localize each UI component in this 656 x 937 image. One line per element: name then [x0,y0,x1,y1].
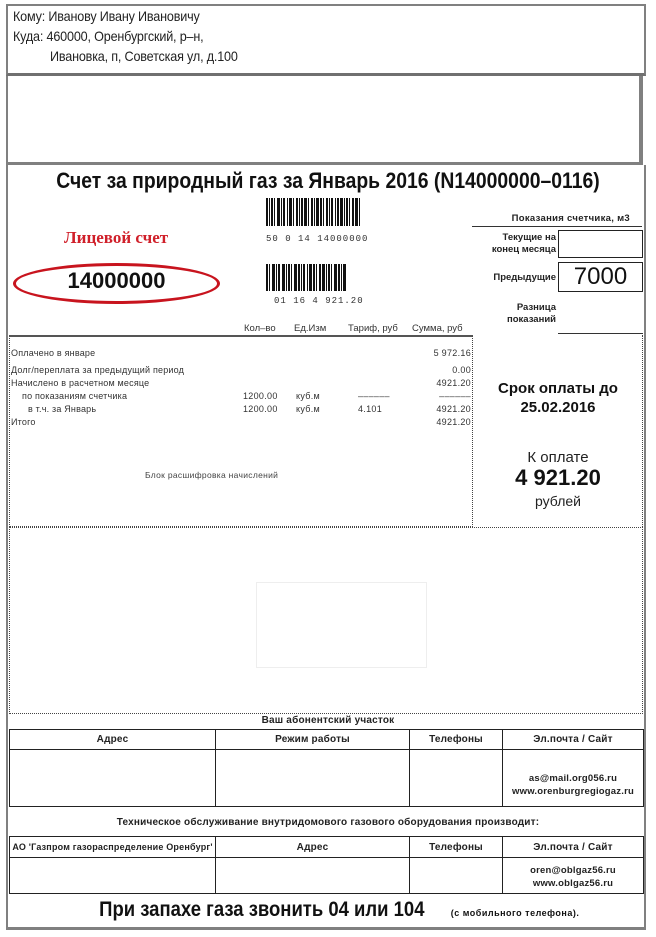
charges-table [9,335,473,527]
charge-row-qty: 1200.00 [243,404,278,414]
charge-row-sum: 4921.20 [436,417,471,427]
blank-header-box [6,76,643,165]
barcode-2 [266,264,346,291]
address-line-2: Ивановка, п, Советская ул, д.100 [50,48,238,64]
col-header-email: Эл.почта / Сайт [503,837,644,858]
recipient-to [13,7,200,25]
charge-row-unit: куб.м [296,391,320,401]
emergency-note: (с мобильного телефона). [450,908,580,918]
charge-row-sum: –––––– [439,391,471,401]
maintenance-section-title: Техническое обслуживание внутридомового газового оборудования производит: [116,817,540,828]
subscriber-table [9,729,644,807]
recipient-where [13,27,203,45]
charge-row-unit: куб.м [296,404,320,414]
charge-row-sum: 4921.20 [436,378,471,388]
to-pay-amount: 4 921.20 [515,465,601,490]
account-label: Лицевой счет [64,228,169,247]
meter-header-line [472,226,642,227]
subscriber-phones [410,750,503,807]
maintenance-table [9,836,644,894]
charge-row-label: Оплачено в январе [11,348,96,358]
maintenance-company-cell [10,858,216,894]
maintenance-contacts [503,858,644,894]
due-date: 25.02.2016 [520,399,596,416]
meter-previous-value-box [558,262,643,292]
subscriber-contacts [503,750,644,807]
col-header-address: Адрес [10,730,216,750]
subscriber-address [10,750,216,807]
charge-row-label: Долг/переплата за предыдущий период [11,365,185,375]
meter-previous-label: Предыдущие [493,272,556,283]
decode-block-label: Блок расшифровка начислений [145,470,279,480]
meter-header: Показания счетчика, м3 [511,213,630,224]
image-placeholder [256,582,427,668]
barcode-1 [266,198,360,226]
account-number: 14000000 [67,268,166,293]
emergency-text: При запахе газа звонить 04 или 104 [98,898,425,921]
barcode-2-caption: 01 16 4 921.20 [274,296,364,306]
to-pay-label: К оплате [527,449,589,466]
address-line-1: 460000, Оренбургский, р–н, [46,28,204,44]
charge-row-sum: 4921.20 [436,404,471,414]
maintenance-site-link[interactable]: www.oblgaz56.ru [532,878,614,889]
subscriber-hours [216,750,410,807]
col-header-company: АО 'Газпром газораспределение Оренбург' [10,837,216,858]
charge-row-label: по показаниям счетчика [22,391,128,401]
subscriber-site-link[interactable]: www.orenburgregiogaz.ru [512,786,634,797]
col-head-qty: Кол–во [244,323,276,334]
maintenance-email-link[interactable]: oren@oblgaz56.ru [530,865,616,876]
col-head-unit: Ед.Изм [294,323,327,334]
col-header-hours: Режим работы [216,730,410,750]
invoice-title: Счет за природный газ за Январь 2016 (N14000000–0116) [56,168,600,193]
meter-previous-value: 7000 [573,263,628,290]
subscriber-email-link[interactable]: as@mail.org056.ru [528,773,618,784]
to-pay-currency: рублей [535,493,581,509]
meter-diff-label: Разница показаний [507,302,556,325]
charge-row-sum: 0.00 [452,365,471,375]
charge-row-tariff: –––––– [358,391,390,401]
col-header-phones: Телефоны [410,837,503,858]
where-label: Куда: [13,28,44,44]
col-header-email: Эл.почта / Сайт [503,730,644,750]
charge-row-tariff: 4.101 [358,404,383,414]
charge-row-label: в т.ч. за Январь [28,404,97,414]
col-header-address: Адрес [216,837,410,858]
to-label: Кому: [13,8,46,24]
charge-row-label: Начислено в расчетном месяце [11,378,150,388]
charge-row-sum: 5 972.16 [433,348,471,358]
maintenance-phones [410,858,503,894]
col-head-tariff: Тариф, руб [348,323,398,334]
subscriber-section-title: Ваш абонентский участок [261,715,395,726]
charge-row-qty: 1200.00 [243,391,278,401]
col-head-sum: Сумма, руб [412,323,463,334]
to-value: Иванову Ивану Ивановичу [48,8,200,24]
meter-current-label: Текущие на конец месяца [491,232,556,255]
meter-diff-line [558,333,643,334]
meter-current-value [558,230,643,258]
charge-row-label: Итого [11,417,36,427]
gas-emergency-footer [0,898,656,922]
col-header-phones: Телефоны [410,730,503,750]
due-label: Срок оплаты до [498,380,618,397]
barcode-1-caption: 50 0 14 14000000 [266,234,369,244]
maintenance-address [216,858,410,894]
